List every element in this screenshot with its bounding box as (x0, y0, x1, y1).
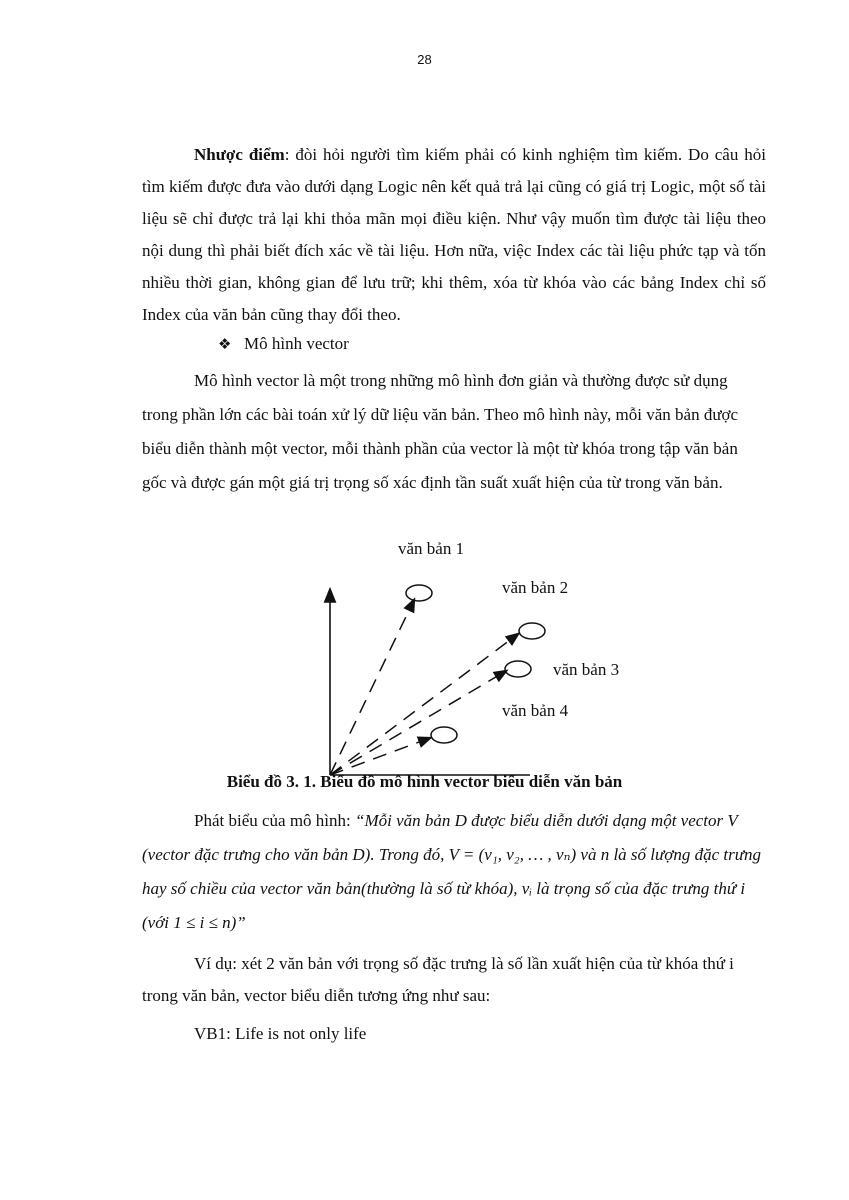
model-statement-prefix: Phát biểu của mô hình: (194, 811, 356, 830)
figure-caption: Biểu đồ 3. 1. Biểu đồ mô hình vector biểu diễn văn bản (226, 772, 623, 791)
vector-doc2 (330, 634, 518, 775)
paragraph-vector-model (142, 364, 766, 500)
label-doc2: văn bản 2 (502, 578, 569, 597)
paragraph-model-statement (142, 804, 766, 940)
vector-model-text: Mô hình vector là một trong những mô hình đơn giản và thường được sử dụng trong phần lớn các bài toán xử lý dữ liệu văn bản. Theo mô hình này, mỗi văn bản được biểu diễn thành một vector, mỗi thành phần của vector là một từ khóa trong tập văn bản gốc và được gán một giá trị trọng số xác định tần suất xuất hiện của từ trong văn bản. (142, 371, 739, 492)
paragraph-disadvantages (142, 139, 766, 331)
doc4-node (431, 727, 457, 743)
model-statement-quote: “Mỗi văn bản D được biểu diễn dưới dạng một vector V (vector đặc trưng cho văn bản D). Trong đó, V = (v₁, v₂, … , vₙ) và n là số lượng đặc trưng hay số chiều của vector văn bản(thường là số từ khóa), vᵢ là trọng số của đặc trưng thứ i (với 1 ≤ i ≤ n)” (142, 811, 762, 932)
page-number: 28 (417, 52, 432, 67)
paragraph-example (142, 948, 766, 1012)
vector-model-diagram (280, 530, 660, 780)
doc1-node (406, 585, 432, 601)
diamond-bullet-icon: ❖ (218, 335, 232, 353)
example-document-vb1: VB1: Life is not only life (194, 1024, 367, 1043)
label-doc3: văn bản 3 (553, 660, 620, 679)
doc2-node (519, 623, 545, 639)
disadvantage-text: : đòi hỏi người tìm kiếm phải có kinh nghiệm tìm kiếm. Do câu hỏi tìm kiếm được đưa vào dưới dạng Logic nên kết quả trả lại cũng có giá trị Logic, một số tài liệu sẽ chỉ được trả lại khi thỏa mãn mọi điều kiện. Như vậy muốn tìm được tài liệu theo nội dung thì phải biết đích xác về tài liệu. Hơn nữa, việc Index các tài liệu phức tạp và tốn nhiều thời gian, không gian để lưu trữ; khi thêm, xóa từ khóa vào các bảng Index chỉ số Index của văn bản cũng thay đổi theo. (142, 145, 767, 324)
section-heading-text: Mô hình vector (244, 334, 349, 353)
label-doc1: văn bản 1 (398, 539, 465, 558)
disadvantage-label: Nhược điểm (194, 145, 285, 164)
vector-doc3 (330, 671, 506, 775)
doc3-node (505, 661, 531, 677)
section-heading-vector-model (218, 330, 349, 358)
example-text: Ví dụ: xét 2 văn bản với trọng số đặc trưng là số lần xuất hiện của từ khóa thứ i trong văn bản, vector biểu diễn tương ứng như sau: (142, 954, 734, 1005)
label-doc4: văn bản 4 (502, 701, 569, 720)
